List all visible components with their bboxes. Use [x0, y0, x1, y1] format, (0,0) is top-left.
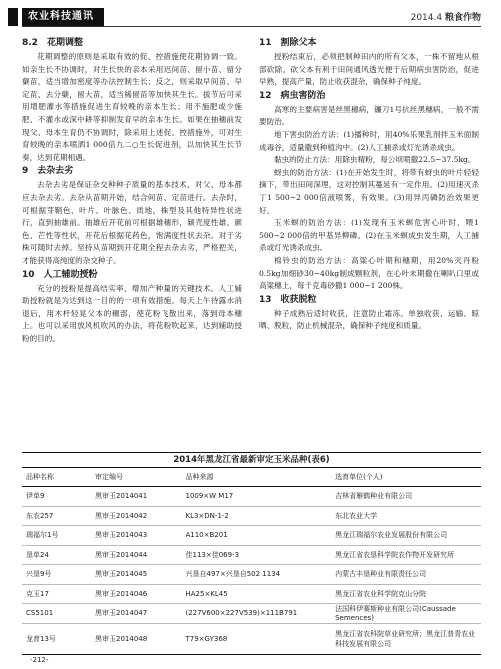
paragraph: 授粉结束后，必须把制种田内的所有父本，一株不留地从根部砍除。砍父本有利于田间通风透光便于后期病虫害防治，促进早熟，提高产量，防止收获混杂，确保种子纯度。 — [259, 52, 479, 87]
column-header: 品种名称 — [22, 468, 91, 487]
table-row — [22, 604, 481, 624]
table-row — [22, 565, 481, 585]
right-column — [259, 36, 479, 333]
table-cell: 东农257 — [22, 506, 91, 526]
table-cell: 龙育13号 — [22, 623, 91, 654]
header-rule — [22, 26, 481, 27]
table-cell: 黑龙江省农科院草业研究所；黑龙江普青农业科技发展有限公司 — [331, 623, 481, 654]
table-cell: 佳113×佳069-3 — [181, 545, 331, 565]
paragraph: 去杂去劣是保证杂交种种子质量的基本技术，对父、母本都应去杂去劣。去杂从苗期开始，结合间苗、定苗进行。去杂时，可根据芽鞘色、叶片、叶脉色、质地，株型及其他特异性状进行，直到抽雄前。抽雄后开花前可根据雄穗形，颖壳度性雄、颜色、芒性等性状，开花后根据花药色，饱满度性状去杂。对于劣株可随时去掉。坚持从苗期到开花期全程去杂去劣，严格把关，才能获得高纯度的杂交种子。 — [22, 180, 242, 265]
paragraph: 玉米螟的防治方法：(1)发现有玉米螟危害心叶时，喂1 500~2 000倍的甲基异柳磷。(2)在玉米螟成虫发生期，人工捕杀或灯光诱杀成虫。 — [259, 218, 479, 253]
table-cell: 兴垦自497×兴垦自502 1134 — [181, 565, 331, 585]
paragraph: 高寒的主要病害是丝黑穗病，镰刀1号抗丝黑穗病，一般不需要防治。 — [259, 104, 479, 127]
paragraph: 棉铃虫的防治方法：高粱心叶期和穗期，用20%灭丹粉0.5kg加细砂30~40kg制成颗粒剂，在心叶末期撒在喇叭口里或高粱穗上，每千克毒砂撒1 000~1 200株。 — [259, 255, 479, 291]
column-header: 选育单位(个人) — [331, 468, 481, 487]
table-row — [22, 506, 481, 526]
section-heading: 8.2 花期调整 — [22, 38, 83, 48]
left-column — [22, 36, 242, 345]
variety-table — [22, 452, 481, 655]
section-heading: 11 割除父本 — [259, 38, 317, 48]
issue-label — [411, 10, 481, 23]
table-row — [22, 584, 481, 604]
table-cell: 1009×W M17 — [181, 487, 331, 507]
section-name: 粮食作物 — [444, 13, 481, 23]
journal-logo: 农业科技通讯 — [22, 8, 104, 26]
table-cell: 东北农业大学 — [331, 506, 481, 526]
table-cell: 法国科伊赛斯种业有限公司(Caussade Semences) — [331, 604, 481, 624]
table-cell: 吉林省雁鹤种业有限公司 — [331, 487, 481, 507]
table-cell: 黑龙江瑞福尔农业发展股份有限公司 — [331, 526, 481, 546]
table-cell: 内蒙古丰垦种业有限责任公司 — [331, 565, 481, 585]
table-grid — [22, 468, 481, 655]
table-cell: 黑龙江省农业科学院克山分院 — [331, 584, 481, 604]
paragraph: 蚜虫的防治方法：(1)在开始发生时，将带有蚜虫的叶片轻轻摘下，带出田间深埋，这对控制其蔓延有一定作用。(2)用速灭杀丁1 500~2 000倍液喷雾，有效果。(3)用异丙磷防治效果更好。 — [259, 167, 479, 215]
table-row — [22, 526, 481, 546]
table-header-row — [22, 468, 481, 487]
section-heading: 12 病虫害防治 — [259, 90, 326, 101]
table-cell: 黑审玉2014044 — [91, 545, 181, 565]
section-heading: 10 人工辅助授粉 — [22, 269, 98, 280]
table-cell: 黑审玉2014047 — [91, 604, 181, 624]
table-row — [22, 545, 481, 565]
table-cell: 垦单24 — [22, 545, 91, 565]
paragraph: 种子成熟后适时收获，注意防止霜冻。单独收获、运输、晾晒、脱粒，防止机械混杂，确保种子纯度和质量。 — [259, 308, 479, 331]
section-heading: 13 收获脱粒 — [259, 294, 317, 305]
table-title: 2014年黑龙江省最新审定玉米品种(表6) — [22, 452, 481, 468]
paragraph: 地下害虫防治方法：(1)播种时，用40%乐果乳剂拌玉米面制成毒谷，适量撒到种植沟中。(2)人工捕杀或灯光诱杀成虫。 — [259, 129, 479, 152]
paragraph: 充分的授粉是提高结实率、增加产种量的关键技术。人工辅助授粉就是为达到这一目的的一项有效措施。每天上午待露水消退后，用木杆轻晃父本的穗部，使花粉飞散出来，落到母本穗上。也可以采用放风机吹风的办法，将花粉吹起来，达到辅助授粉的目的。 — [22, 283, 242, 343]
table-cell: 黑龙江省农垦科学院农作物开发研究所 — [331, 545, 481, 565]
header-bar-mark — [8, 8, 18, 26]
table-cell: A110×B201 — [181, 526, 331, 546]
table-cell: 黑审玉2014048 — [91, 623, 181, 654]
table-cell: 黑审玉2014041 — [91, 487, 181, 507]
paragraph: 花期调整的原则是采取有效的促、控措施使花期协调一致。如亲生长不协调时，对生长快的亲本采用迟间苗、留小苗、留分蘖苗，适当增加密度等办法控制生长；反之，则采取早间苗、早定苗、去分蘖，留大苗，适当稀留苗等加快其生长。拔节后可采用增肥灌水等措施促进生育较晚的亲本生长；用不施肥或少施肥、不灌水或深中耕等抑制发育早的亲本生长。如果在抽穗前发现父、母本生育仍不协调时，除采用上述促、控措施外，可对生育较晚的亲本喷洒1 000倍九二○生长促进剂，以加快其生长节奏，达到花期相遇。 — [22, 52, 242, 162]
page-number: -212- — [30, 656, 49, 664]
table-row — [22, 487, 481, 507]
table-cell: KL3×DN-1-2 — [181, 506, 331, 526]
column-header: 审定编号 — [91, 468, 181, 487]
table-cell: HA25×KL45 — [181, 584, 331, 604]
section-heading: 9 去杂去劣 — [22, 166, 74, 177]
table-cell: CS5101 — [22, 604, 91, 624]
table-cell: 瑞福尔1号 — [22, 526, 91, 546]
issue-number: 2014.4 — [410, 13, 443, 23]
table-cell: 黑审玉2014043 — [91, 526, 181, 546]
table-cell: 黑审玉2014045 — [91, 565, 181, 585]
table-cell: 克玉17 — [22, 584, 91, 604]
table-cell: (227V600×227V539)×111B791 — [181, 604, 331, 624]
table-cell: 黑审玉2014046 — [91, 584, 181, 604]
paragraph: 黏虫的防止方法：用除虫精粉，每公顷喷撒22.5~37.5kg。 — [274, 155, 476, 165]
table-row — [22, 623, 481, 654]
table-cell: 兴垦9号 — [22, 565, 91, 585]
table-cell: 伊单9 — [22, 487, 91, 507]
table-cell: 黑审玉2014042 — [91, 506, 181, 526]
table-cell: T79×GY368 — [181, 623, 331, 654]
column-header: 品种来源 — [181, 468, 331, 487]
